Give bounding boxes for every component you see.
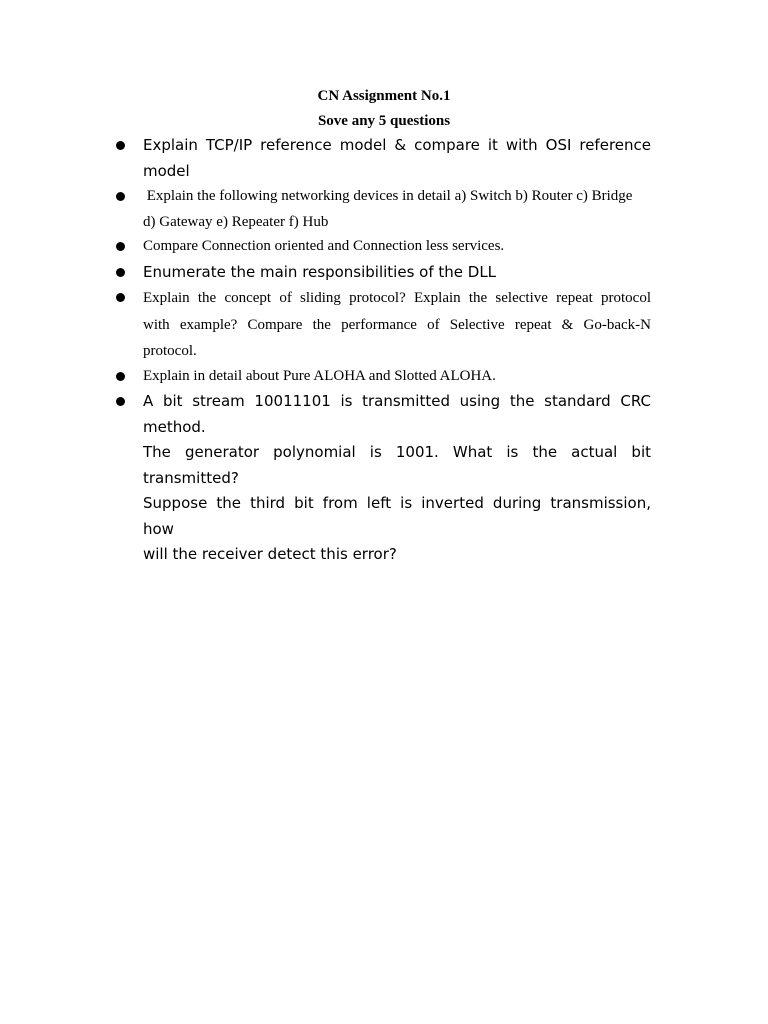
question-7-line-5: Suppose the third bit from left is inverted during transmission, — [143, 494, 651, 512]
question-7-line-2: method. — [143, 417, 206, 436]
question-2 — [143, 184, 651, 235]
question-1-line-2: model — [143, 161, 190, 180]
question-2-line-1: Explain the following networking devices in detail a) Switch b) Router c) Bridge — [143, 188, 633, 204]
question-6-line-1: Explain in detail about Pure ALOHA and Slotted ALOHA. — [143, 368, 496, 384]
document-title: CN Assignment No.1 — [317, 88, 451, 104]
bullet-icon — [116, 192, 125, 201]
question-5-line-3: protocol. — [143, 343, 197, 359]
question-1 — [143, 133, 651, 184]
question-5 — [143, 285, 651, 365]
bullet-icon — [116, 141, 125, 150]
bullet-icon — [116, 397, 125, 406]
question-4-line-1: Enumerate the main responsibilities of the DLL — [143, 263, 497, 281]
bullet-icon — [116, 268, 125, 277]
bullet-icon — [116, 293, 125, 302]
document-subtitle: Sove any 5 questions — [317, 113, 451, 129]
question-7-line-1: A bit stream 10011101 is transmitted using the standard CRC — [143, 392, 651, 410]
question-2-line-2: d) Gateway e) Repeater f) Hub — [143, 213, 329, 230]
question-5-line-2: with example? Compare the performance of Selective repeat & Go-back-N — [143, 316, 651, 333]
question-7 — [143, 389, 651, 568]
question-7-line-3: The generator polynomial is 1001. What is the actual bit — [143, 443, 651, 461]
bullet-icon — [116, 242, 125, 251]
question-1-line-1: Explain TCP/IP reference model & compare it with OSI reference — [143, 136, 651, 154]
question-3 — [143, 234, 651, 260]
question-3-line-1: Compare Connection oriented and Connection less services. — [143, 238, 505, 254]
question-5-line-1: Explain the concept of sliding protocol? Explain the selective repeat protocol — [143, 290, 651, 306]
bullet-icon — [116, 372, 125, 381]
question-7-line-4: transmitted? — [143, 468, 239, 487]
question-7-line-6: how — [143, 519, 174, 538]
question-6 — [143, 364, 651, 390]
question-4 — [143, 260, 651, 286]
question-7-line-7: will the receiver detect this error? — [143, 545, 397, 563]
